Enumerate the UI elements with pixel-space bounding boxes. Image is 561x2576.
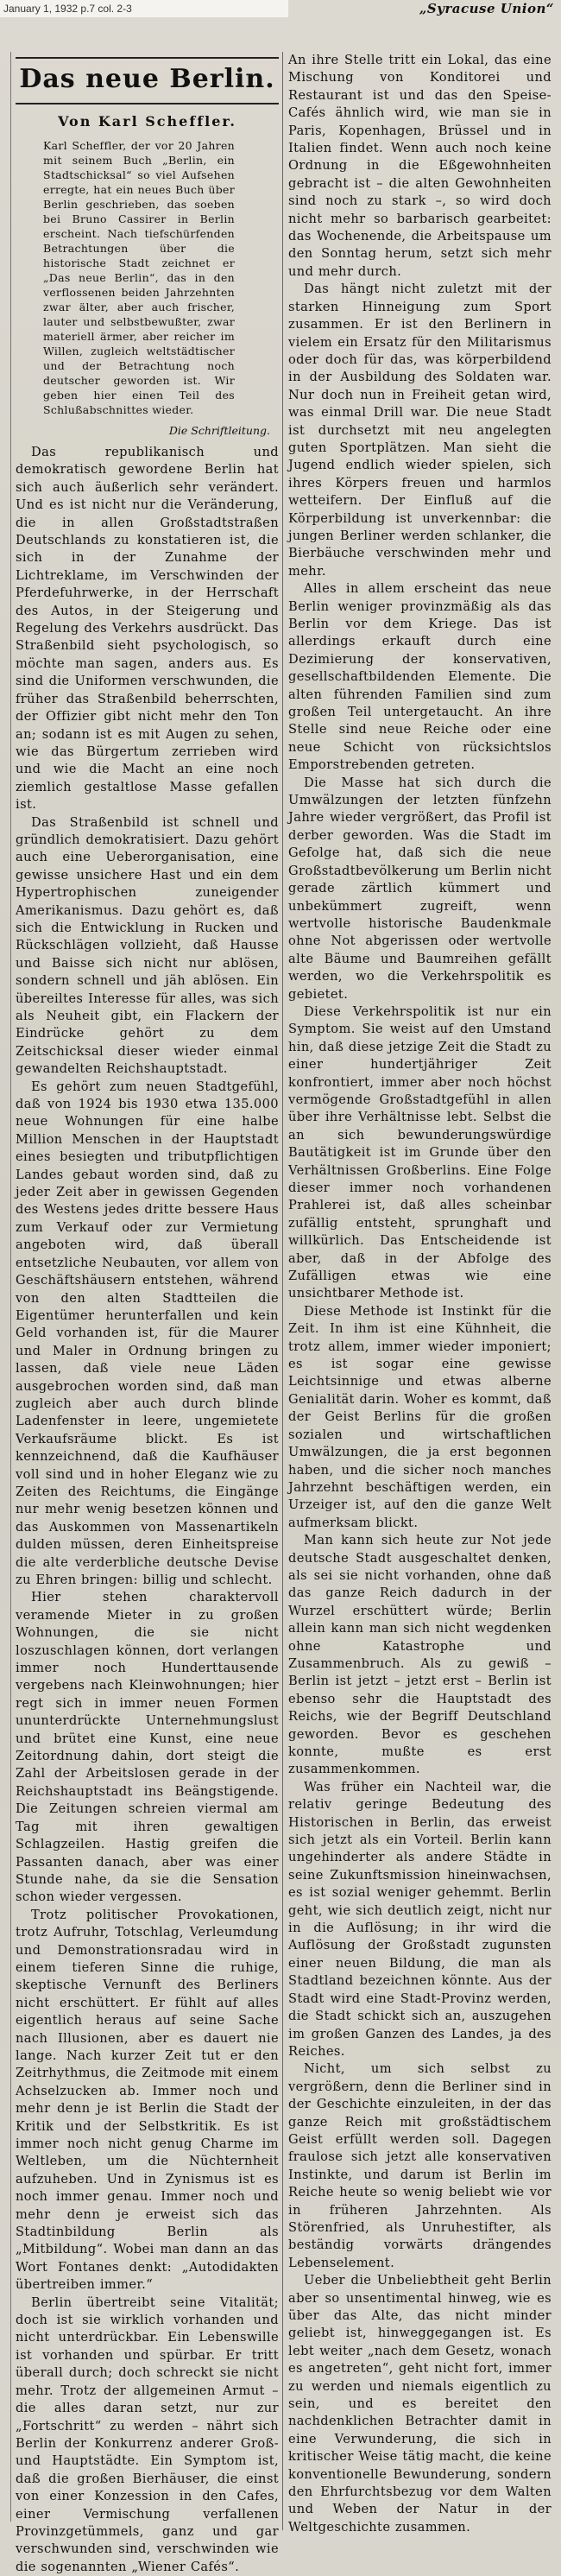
paragraph: Diese Verkehrspolitik ist nur ein Symptom. Sie weist auf den Umstand hin, daß diese jetzige Zeit die Stadt zu einer hundertjähriger Zeit konfrontiert, immer aber noch höchst vermögende Großstadtgefühl in allen über ihre Verhältnisse lebt. Selbst die an sich bewunderungswürdige Bautätigkeit ist im Grunde über den Verhältnissen Großberlins. Eine Folge dieser immer noch vorhandenen Prahlerei ist, daß alles scheinbar zufällig entsteht, sprunghaft und willkürlich. Das Entscheidende ist aber, daß in der Abfolge des Zufälligen etwas wie eine unsichtbarer Methode ist. xyxy=(288,1003,552,1301)
paragraph: Was früher ein Nachteil war, die relativ geringe Bedeutung des Historischen in Berlin, das erweist sich jetzt als ein Vorteil. Berlin kann ungehinderter als andere Städte in seine Zukunftsmission hineinwachsen, es ist sozial weniger gehemmt. Berlin geht, wie sich deutlich zeigt, nicht nur in die Auflösung; in ihr wird die Auflösung der Großstadt zugunsten einer neuen Bildung, die man als Stadtland bezeichnen könnte. Aus der Stadt wird eine Stadt-Provinz werden, die Stadt schickt sich an, auszugehen im großen Ganzen des Landes, ja des Reiches. xyxy=(288,1779,552,2059)
article-intro: Karl Scheffler, der vor 20 Jahren mit seinem Buch „Berlin, ein Stadtschicksal“ so viel Aufsehen erregte, hat ein neues Buch über Berlin geschrieben, das soeben bei Bruno Cassirer in Berlin erscheint. Nach tiefschürfenden Betrachtungen über die historische Stadt zeichnet er „Das neue Berlin“, das in den verflossenen beiden Jahrzehnten zwar älter, aber auch frischer, lauter und selbstbewußter, zwar materiell ärmer, aber reicher im Willen, zugleich weltstädtischer und der Betrachtung noch deutscher geworden ist. Wir geben hier einen Teil des Schlußabschnittes wieder. xyxy=(43,139,235,416)
left-gutter xyxy=(0,52,11,2522)
paragraph: Man kann sich heute zur Not jede deutsche Stadt ausgeschaltet denken, als sei sie nicht vorhanden, ohne daß das ganze Reich dadurch in der Wurzel erschüttert würde; Berlin allein kann man sich nicht wegdenken ohne Katastrophe und Zusammenbruch. Als zu gewiß – Berlin ist jetzt – jetzt erst – Berlin ist ebenso sehr die Hauptstadt des Reichs, wie der Begriff Deutschland geworden. Bevor es geschehen konnte, mußte es erst zusammenkommen. xyxy=(288,1533,552,1777)
article-title: Das neue Berlin. xyxy=(19,64,275,94)
column-divider xyxy=(282,52,283,2530)
paragraph: Das hängt nicht zuletzt mit der starken Hinneigung zum Sport zusammen. Er ist den Berlinern in vielem ein Ersatz für den Militarismus oder doch für das, was körperbildend in der Ausbildung des Soldaten war. Nur doch nun in Freiheit getan wird, was einmal Drill war. Die neue Stadt ist durchsetzt mit neu angelegten guten Sportplätzen. Man sieht die Jugend endlich wieder spielen, sich ihres Körpers freuen und harmlos wetteifern. Der Einfluß auf die Körperbildung ist unverkennbar: die jungen Berliner werden schlanker, die Bierbäuche verschwinden mehr und mehr. xyxy=(288,282,552,579)
paragraph: Trotz politischer Provokationen, trotz Aufruhr, Totschlag, Verleumdung und Demonstrationsradau wird in einem tieferen Sinne die ruhige, skeptische Vernunft des Berliners nicht erschüttert. Er fühlt auf alles eigentlich heraus auf seine Sache nach Illusionen, aber es dauert nie lange. Nach kurzer Zeit tut er den Zeitrhythmus, die Zeitmode mit einem Achselzucken ab. Immer noch und mehr denn je ist Berlin die Stadt der Kritik und der Selbstkritik. Es ist immer noch nicht genug Charme im Weltleben, um die Nüchternheit aufzuheben. Und in Zynismus ist es noch immer genau. Immer noch und mehr denn je erweist sich das Stadtinbildung Berlin als „Mitbildung“. Wobei man dann an das Wort Fontanes denkt: „Autodidakten übertreiben immer.“ xyxy=(16,1907,279,2293)
paragraph: Es gehört zum neuen Stadtgefühl, daß von 1924 bis 1930 etwa 135.000 neue Wohnungen für eine halbe Million Menschen in der Hauptstadt eines besiegten und tributpflichtigen Landes gebaut worden sind, daß zu jeder Zeit aber in gewissen Gegenden des Westens jedes dritte bessere Haus zum Verkauf oder zur Vermietung angeboten wird, daß überall entsetzliche Neubauten, vor allem von Geschäftshäusern entstehen, während von den alten Stadtteilen die Eigentümer herunterfallen und kein Geld vorhanden ist, für die Maurer und Maler in Ordnung bringen zu lassen, daß viele neue Läden ausgebrochen worden sind, daß man zugleich aber auch durch blinde Ladenfenster in leere, ungemietete Verkaufsräume blickt. Es ist kennzeichnend, daß die Kaufhäuser voll sind und in hoher Eleganz wie zu Zeiten des Reichtums, die Eingänge nur mehr wenig besetzen können und das Auskommen von Massenartikeln dulden müssen, deren Einheitspreise die alte verderbliche deutsche Devise zu Ehren bringen: billig und schlecht. xyxy=(16,1079,279,1587)
paragraph: Das Straßenbild ist schnell und gründlich demokratisiert. Dazu gehört auch eine Ueberorganisation, eine gewisse unsichere Hast und ein dem Hypertrophischen zuneigender Amerikanismus. Dazu gehört es, daß sich die Entwicklung in Rucken und Rückschlägen vollzieht, daß Hausse und Baisse sich nicht nur ablösen, sondern schnell und jäh ablösen. Ein übereiltes Interesse für alles, was sich als Neuheit gibt, ein Flackern der Eindrücke gehört zu dem Zeitschicksal dieser wieder einmal gewandelten Reichshauptstadt. xyxy=(16,814,279,1077)
source-label: January 1, 1932 p.7 col. 2-3 xyxy=(0,0,288,17)
article-author: Von Karl Scheffler. xyxy=(58,113,236,130)
paragraph: Hier stehen charaktervoll veramende Mieter in zu großen Wohnungen, die sie nicht loszuschlagen können, dort verlangen immer noch Hunderttausende vergebens nach Kleinwohnungen; hier regt sich in immer neuen Formen ununterdrückte Unternehmungslust und brütet eine Kunst, eine neue Zeitordnung dahin, dort steigt die Zahl der Arbeitslosen gerade in der Reichshauptstadt ins Beängstigende. Die Zeitungen schreien viermal am Tag mit ihren gewaltigen Schlagzeilen. Hastig greifen die Passanten danach, aber was einer Stunde nahe, da sie die Sensation schon wieder vergessen. xyxy=(16,1590,279,1905)
paragraph: An ihre Stelle tritt ein Lokal, das eine Mischung von Konditorei und Restaurant ist und das den Speise-Cafés ähnlich wird, wie man sie in Paris, Kopenhagen, Brüssel und in Italien findet. Wenn auch noch keine Ordnung in die Eßgewohnheiten gebracht ist – die alten Gewohnheiten sind noch zu stark –, so wird doch nicht mehr so barbarisch gearbeitet: das Wochenende, die Arbeitspause um den Sonntag herum, setzt sich mehr und mehr durch. xyxy=(288,53,552,279)
paragraph: Nicht, um sich selbst zu vergrößern, denn die Berliner sind in der Geschichte einzuleiten, in der das ganze Reich mit großstädtischem Geist erfüllt werden soll. Dagegen fraulose sich jetzt alle konservativen Instinkte, und darum ist Berlin im Reiche heute so wenig beliebt wie vor in früheren Jahrzehnten. Als Störenfried, als Unruhestifter, als beständig vorwärts drängendes Lebenselement. xyxy=(288,2061,552,2270)
column-right xyxy=(288,52,552,2535)
paragraph: Das republikanisch und demokratisch gewordene Berlin hat sich auch äußerlich sehr verändert. Und es ist nicht nur die Veränderung, die in allen Großstadtstraßen Deutschlands zu konstatieren ist, die sich in der Zunahme der Lichtreklame, im Verschwinden der Pferdefuhrwerke, in der Herrschaft des Autos, in der Steigerung und Regelung des Verkehrs ausdrückt. Das Straßenbild sieht psychologisch, so möchte man sagen, anders aus. Es sind die Uniformen verschwunden, die früher das Straßenbild beherrschten, der Offizier gibt nicht mehr den Ton an; sodann ist es mit Augen zu sehen, wie das Bürgertum zerrieben wird und wie die Macht an eine noch ziemlich gestaltlose Masse gefallen ist. xyxy=(16,445,279,813)
column-left xyxy=(16,52,279,2574)
top-rule xyxy=(16,57,279,59)
paragraph: Die Masse hat sich durch die Umwälzungen der letzten fünfzehn Jahre wieder vergrößert, das Profil ist derber geworden. Was die Stadt im Gefolge hat, daß sich die neue Großstadtbevölkerung um Berlin nicht gerade zärtlich kümmert und unbekümmert zugreift, wenn wertvolle historische Baudenkmale ohne Not abgerissen oder wertvolle alte Bäume und Baumreihen gefällt werden, wo die Verkehrspolitik es gebietet. xyxy=(288,775,552,1002)
title-rule xyxy=(16,103,279,104)
paragraph: Diese Methode ist Instinkt für die Zeit. In ihm ist eine Kühnheit, die trotz allem, immer wieder imponiert; es ist sogar eine gewisse Leichtsinnige und etwas alberne Genialität darin. Woher es kommt, daß der Geist Berlins für die großen sozialen und wirtschaftlichen Umwälzungen, die ja erst begonnen haben, und die sicher noch manches Jahrzehnt beschäftigen werden, ein Urzeiger ist, auf den die ganze Welt aufmerksam blickt. xyxy=(288,1303,552,1530)
masthead: „Syracuse Union“ xyxy=(419,1,554,16)
paragraph: Berlin übertreibt seine Vitalität; doch ist sie wirklich vorhanden und nicht unterdrückbar. Ein Lebenswille ist vorhanden und spürbar. Er tritt überall durch; doch schreckt sie nicht mehr. Trotz der allgemeinen Armut – die alles daran setzt, nur zur „Fortschritt“ zu werden – nährt sich Berlin der Konkurrenz anderer Groß- und Hauptstädte. Ein Symptom ist, daß die großen Bierhäuser, die einst von einer Konzession in den Cafes, einer Vermischung verfallenen Provinzgetümmels, ganz und gar verschwunden sind, verschwinden wie die sogenannten „Wiener Cafés“. xyxy=(16,2294,279,2574)
intro-signoff: Die Schriftleitung. xyxy=(168,424,270,437)
paragraph: Ueber die Unbeliebtheit geht Berlin aber so unsentimental hinweg, wie es über das Alte, das nicht minder geliebt ist, hinweggegangen ist. Es lebt weiter „nach dem Gesetz, wonach es angetreten“, geht nicht fort, immer zu werden und niemals eigentlich zu sein, und es bereitet den nachdenklichen Betrachter damit in eine Verwunderung, die sich in kritischer Weise tätig macht, die keine konventionelle Bewunderung, sondern den Ehrfurchtsbezug vor dem Walten und Weben der Natur in der Weltgeschichte zusammen. xyxy=(288,2273,552,2535)
paragraph: Alles in allem erscheint das neue Berlin weniger provinzmäßig als das Berlin vor dem Kriege. Das ist allerdings erkauft durch eine Dezimierung der konservativen, gesellschaftbildenden Elemente. Die alten führenden Familien sind zum großen Teil untergetaucht. An ihre Stelle sind neue Reiche oder eine neue Schicht von rücksichtslos Emporstrebenden getreten. xyxy=(288,581,552,773)
